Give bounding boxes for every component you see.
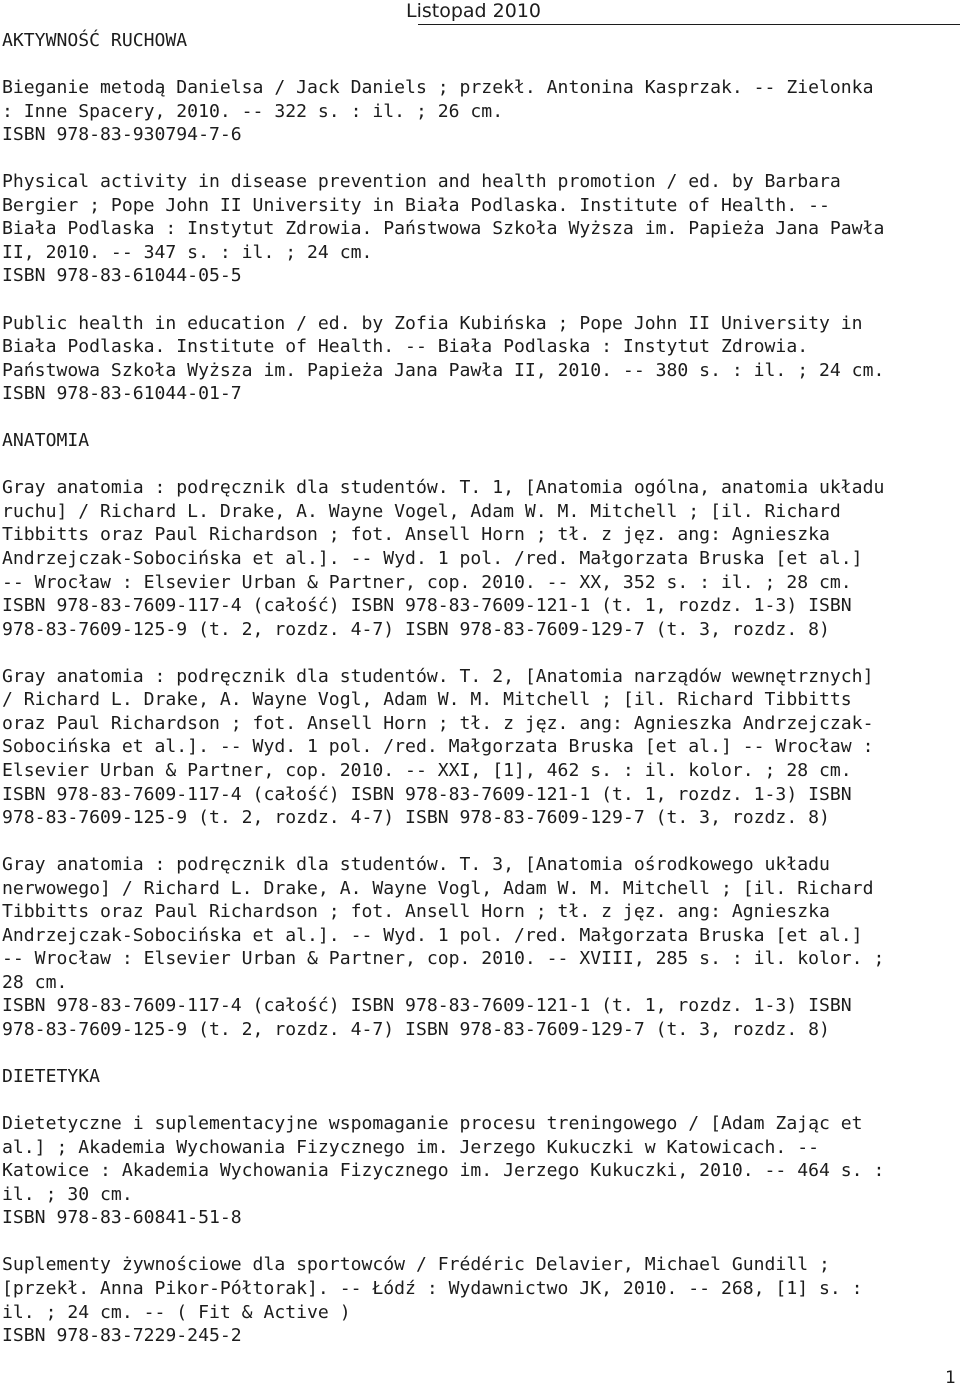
entry-line: Andrzejczak-Sobocińska et al.]. -- Wyd. 1 pol. /red. Małgorzata Bruska [et al.] <box>2 548 863 570</box>
entry-line: ISBN 978-83-60841-51-8 <box>2 1207 242 1229</box>
bibliography-entry <box>2 76 960 147</box>
section <box>2 1065 960 1348</box>
spacer <box>2 406 960 430</box>
page-header <box>0 0 960 26</box>
entry-line: il. ; 30 cm. <box>2 1183 133 1205</box>
section <box>2 29 960 429</box>
bibliography-entry <box>2 476 960 641</box>
entry-line: Bieganie metodą Danielsa / Jack Daniels ; przekł. Antonina Kasprzak. -- Zielonka <box>2 77 874 99</box>
entry-line: Tibbitts oraz Paul Richardson ; fot. Ansell Horn ; tł. z jęz. ang: Agnieszka <box>2 901 830 923</box>
entry-line: Państwowa Szkoła Wyższa im. Papieża Jana Pawła II, 2010. -- 380 s. : il. ; 24 cm. <box>2 359 885 381</box>
header-rule <box>418 24 960 25</box>
spacer <box>2 1042 960 1066</box>
entry-line: Gray anatomia : podręcznik dla studentów. T. 1, [Anatomia ogólna, anatomia układu <box>2 477 885 499</box>
entry-line: Elsevier Urban & Partner, cop. 2010. -- XXI, [1], 462 s. : il. kolor. ; 28 cm. <box>2 759 852 781</box>
entry-line: ISBN 978-83-61044-05-5 <box>2 265 242 287</box>
entry-line: ISBN 978-83-7609-117-4 (całość) ISBN 978-83-7609-121-1 (t. 1, rozdz. 1-3) ISBN <box>2 595 852 617</box>
section-heading: AKTYWNOŚĆ RUCHOWA <box>2 30 188 51</box>
entry-line: il. ; 24 cm. -- ( Fit & Active ) <box>2 1301 351 1323</box>
bibliography-entry <box>2 665 960 830</box>
entry-line: ISBN 978-83-61044-01-7 <box>2 383 242 405</box>
entry-line: Biała Podlaska. Institute of Health. -- Biała Podlaska : Instytut Zdrowia. <box>2 336 809 358</box>
entry-line: Gray anatomia : podręcznik dla studentów. T. 3, [Anatomia ośrodkowego układu <box>2 854 830 876</box>
entry-line: Tibbitts oraz Paul Richardson ; fot. Ansell Horn ; tł. z jęz. ang: Agnieszka <box>2 524 830 546</box>
bibliography-entry <box>2 853 960 1041</box>
page-number: 1 <box>945 1368 956 1388</box>
entry-line: 978-83-7609-125-9 (t. 2, rozdz. 4-7) ISBN 978-83-7609-129-7 (t. 3, rozdz. 8) <box>2 807 830 829</box>
spacer <box>2 641 960 665</box>
entry-line: ISBN 978-83-7609-117-4 (całość) ISBN 978-83-7609-121-1 (t. 1, rozdz. 1-3) ISBN <box>2 783 852 805</box>
entry-line: -- Wrocław : Elsevier Urban & Partner, cop. 2010. -- XVIII, 285 s. : il. kolor. ; <box>2 948 885 970</box>
bibliography-entry <box>2 1253 960 1347</box>
bibliography-entry <box>2 170 960 288</box>
entry-line: Sobocińska et al.]. -- Wyd. 1 pol. /red. Małgorzata Bruska [et al.] -- Wrocław : <box>2 736 874 758</box>
spacer <box>2 1230 960 1254</box>
entry-line: 28 cm. <box>2 971 68 993</box>
section <box>2 429 960 1065</box>
entry-line: -- Wrocław : Elsevier Urban & Partner, cop. 2010. -- XX, 352 s. : il. ; 28 cm. <box>2 571 852 593</box>
entry-line: Andrzejczak-Sobocińska et al.]. -- Wyd. 1 pol. /red. Małgorzata Bruska [et al.] <box>2 924 863 946</box>
entry-line: Bergier ; Pope John II University in Biała Podlaska. Institute of Health. -- <box>2 194 830 216</box>
entry-line: Public health in education / ed. by Zofia Kubińska ; Pope John II University in <box>2 312 863 334</box>
section-heading: ANATOMIA <box>2 430 90 452</box>
spacer <box>2 288 960 312</box>
spacer <box>2 53 960 77</box>
entry-line: Katowice : Akademia Wychowania Fizycznego im. Jerzego Kukuczki, 2010. -- 464 s. : <box>2 1160 885 1182</box>
entry-line: al.] ; Akademia Wychowania Fizycznego im. Jerzego Kukuczki w Katowicach. -- <box>2 1136 820 1158</box>
entry-line: Gray anatomia : podręcznik dla studentów. T. 2, [Anatomia narządów wewnętrznych] <box>2 665 874 687</box>
entry-line: Biała Podlaska : Instytut Zdrowia. Państwowa Szkoła Wyższa im. Papieża Jana Pawła <box>2 218 885 240</box>
header-date: Listopad 2010 <box>406 0 541 22</box>
entry-line: oraz Paul Richardson ; fot. Ansell Horn ; tł. z jęz. ang: Agnieszka Andrzejczak- <box>2 712 874 734</box>
entry-line: / Richard L. Drake, A. Wayne Vogl, Adam W. M. Mitchell ; [il. Richard Tibbitts <box>2 689 852 711</box>
bibliography-content <box>2 29 960 1348</box>
spacer <box>2 1089 960 1113</box>
section-heading: DIETETYKA <box>2 1066 101 1088</box>
entry-line: 978-83-7609-125-9 (t. 2, rozdz. 4-7) ISBN 978-83-7609-129-7 (t. 3, rozdz. 8) <box>2 618 830 640</box>
entry-line: ISBN 978-83-930794-7-6 <box>2 124 242 146</box>
spacer <box>2 830 960 854</box>
spacer <box>2 147 960 171</box>
bibliography-entry <box>2 1112 960 1230</box>
entry-line: Suplementy żywnościowe dla sportowców / Frédéric Delavier, Michael Gundill ; <box>2 1254 830 1276</box>
entry-line: ISBN 978-83-7229-245-2 <box>2 1325 242 1347</box>
entry-line: [przekł. Anna Pikor-Półtorak]. -- Łódź : Wydawnictwo JK, 2010. -- 268, [1] s. : <box>2 1277 863 1299</box>
entry-line: Physical activity in disease prevention and health promotion / ed. by Barbara <box>2 171 841 193</box>
entry-line: ISBN 978-83-7609-117-4 (całość) ISBN 978-83-7609-121-1 (t. 1, rozdz. 1-3) ISBN <box>2 995 852 1017</box>
spacer <box>2 453 960 477</box>
entry-line: II, 2010. -- 347 s. : il. ; 24 cm. <box>2 241 373 263</box>
entry-line: 978-83-7609-125-9 (t. 2, rozdz. 4-7) ISBN 978-83-7609-129-7 (t. 3, rozdz. 8) <box>2 1018 830 1040</box>
entry-line: nerwowego] / Richard L. Drake, A. Wayne Vogl, Adam W. M. Mitchell ; [il. Richard <box>2 877 874 899</box>
entry-line: Dietetyczne i suplementacyjne wspomaganie procesu treningowego / [Adam Zając et <box>2 1113 863 1135</box>
entry-line: : Inne Spacery, 2010. -- 322 s. : il. ; 26 cm. <box>2 100 504 122</box>
entry-line: ruchu] / Richard L. Drake, A. Wayne Vogel, Adam W. M. Mitchell ; [il. Richard <box>2 500 841 522</box>
bibliography-entry <box>2 312 960 406</box>
